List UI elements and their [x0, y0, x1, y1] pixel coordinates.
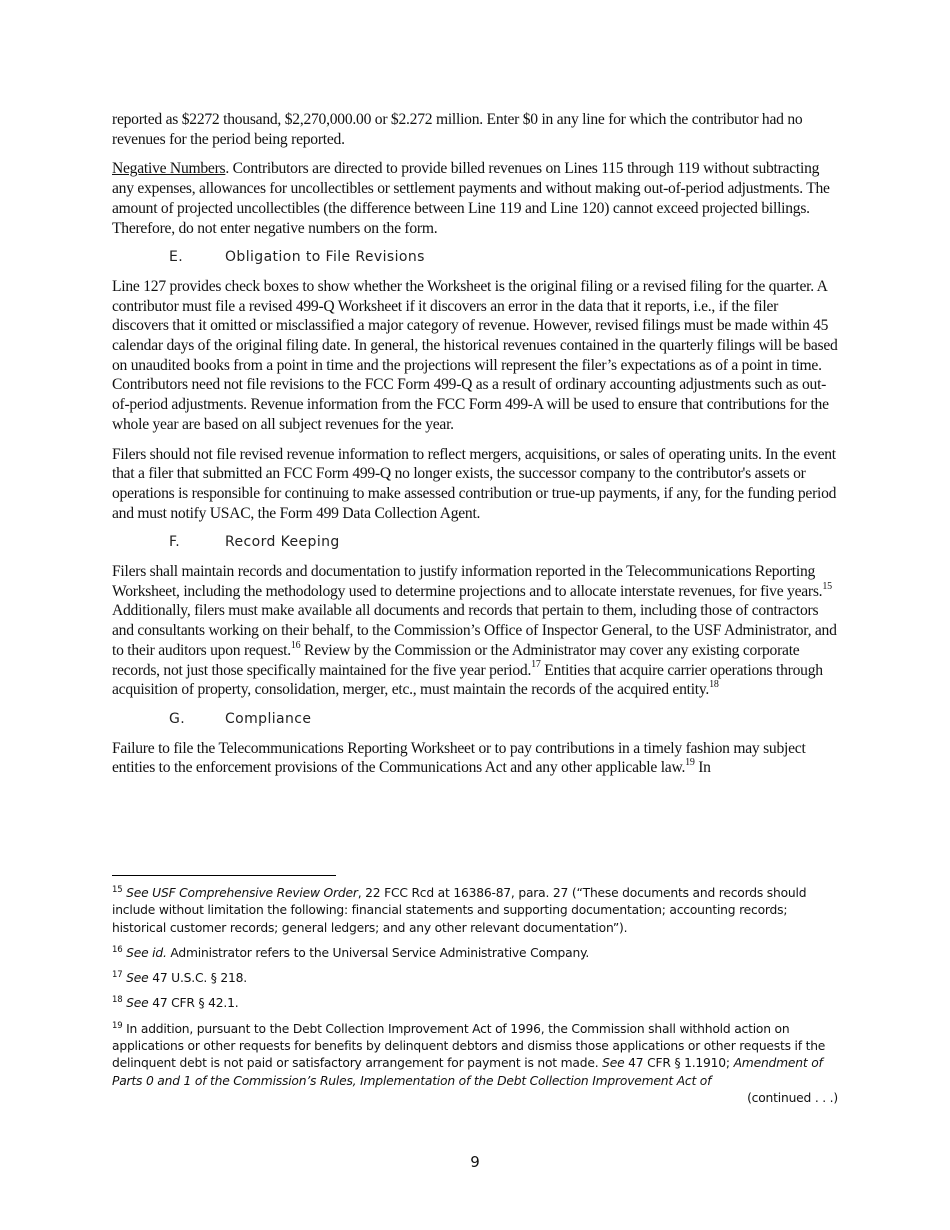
footnote-text: 47 U.S.C. § 218.	[148, 971, 248, 986]
paragraph	[112, 445, 838, 524]
footnote-separator	[112, 875, 336, 876]
section-letter: F.	[169, 534, 181, 551]
body-text	[112, 110, 838, 788]
footnote-text: In addition, pursuant to the Debt Collection Improvement Act of 1996, the Commission shall withhold action on applications or other requests for benefits by delinquent debtors and dismiss those applications or other requests if the delinquent debt is not paid or satisfactory arrangement for payment is not made.	[112, 1021, 826, 1071]
footnote-number: 16	[112, 944, 123, 955]
footnote-number: 17	[112, 970, 123, 981]
citation-italic: Amendment of Parts 0 and 1 of the Commission’s Rules, Implementation of the Debt Collection Improvement Act of	[112, 1056, 823, 1088]
footnote-ref-16[interactable]: 16	[290, 639, 301, 651]
paragraph	[112, 277, 838, 435]
footnotes	[112, 875, 838, 1107]
page-number: 9	[470, 1153, 480, 1171]
section-title: Record Keeping	[225, 534, 340, 551]
paragraph-text: In	[694, 759, 711, 777]
footnote-text: Administrator refers to the Universal Service Administrative Company.	[166, 945, 590, 960]
footnote-ref-19[interactable]: 19	[685, 757, 695, 769]
citation-italic: See	[126, 971, 149, 986]
footnote-19	[112, 1021, 838, 1090]
footnote-ref-17[interactable]: 17	[531, 659, 541, 671]
section-letter: E.	[169, 249, 184, 266]
paragraph-text: reported as $2272 thousand, $2,270,000.00 or $2.272 million. Enter $0 in any line for which the contributor had no revenues for the period being reported.	[112, 111, 803, 148]
paragraph-text: Review by the Commission or the Administrator may cover any existing corporate records, not just those specifically maintained for the five year period.	[112, 641, 800, 679]
footnote-ref-15[interactable]: 15	[822, 580, 832, 592]
run-in-heading: Negative Numbers	[112, 160, 226, 178]
footnote-text: , 22 FCC Rcd at 16386-87, para. 27 (“These documents and records should include without limitation the following: financial statements and supporting documentation; accounting records; historical customer records; general ledgers; and any other relevant documentation”).	[112, 886, 807, 935]
section-heading-g	[169, 710, 838, 730]
paragraph-text: Filers should not file revised revenue information to reflect mergers, acquisitions, or sales of operating units. In the event that a filer that submitted an FCC Form 499-Q no longer exists, the successor company to the contributor's assets or operations is responsible for continuing to make assessed contribution or true-up payments, if any, for the funding period and must notify USAC, the Form 499 Data Collection Agent.	[112, 445, 837, 522]
footnote-17	[112, 970, 838, 987]
footnote-number: 19	[112, 1020, 123, 1031]
paragraph-text: Line 127 provides check boxes to show whether the Worksheet is the original filing or a revised filing for the quarter. A contributor must file a revised 499-Q Worksheet if it discovers an error in the data that it reports, i.e., if the filer discovers that it omitted or misclassified a major category of revenue. However, revised filings must be made within 45 calendar days of the original filing date. In general, the historical revenues contained in the quarterly filings will be based on unaudited books from a point in time and the projections will represent the filer’s expectations as of a point in time. Contributors need not file revisions to the FCC Form 499-Q as a result of ordinary accounting adjustments such as out-of-period adjustments. Revenue information from the FCC Form 499-A will be used to ensure that contributions for the whole year are based on all subject revenues for the year.	[112, 277, 838, 433]
footnote-15	[112, 885, 838, 937]
footnote-number: 15	[112, 884, 123, 895]
paragraph-text: Filers shall maintain records and documentation to justify information reported in the Telecommunications Reporting Worksheet, including the methodology used to determine projections and to allocate interstate revenues, for five years.	[112, 563, 823, 600]
citation-italic: See	[602, 1056, 625, 1071]
section-title: Obligation to File Revisions	[225, 249, 425, 266]
continued-marker: (continued . . .)	[747, 1090, 838, 1105]
paragraph-text: Failure to file the Telecommunications Reporting Worksheet or to pay contributions in a timely fashion may subject entities to the enforcement provisions of the Communications Act and any other applicable law.	[112, 739, 806, 777]
section-title: Compliance	[225, 710, 312, 727]
footnote-text: 47 CFR § 42.1.	[148, 996, 239, 1011]
paragraph-record-keeping	[112, 562, 838, 700]
paragraph-text: Additionally, filers must make available all documents and records that pertain to them, including those of contractors and consultants working on their behalf, to the Commission’s Office of Inspector General, to the USF Administrator, and to their auditors upon request.	[112, 602, 837, 659]
citation-italic: See	[126, 996, 149, 1011]
paragraph-text: Entities that acquire carrier operations through acquisition of property, consolidation, merger, etc., must maintain the records of the acquired entity.	[112, 661, 823, 699]
paragraph-compliance	[112, 739, 838, 778]
section-heading-f	[169, 533, 838, 553]
section-heading-e	[169, 248, 838, 268]
footnote-18	[112, 995, 838, 1012]
paragraph-negative-numbers	[112, 159, 838, 238]
citation-italic: See USF Comprehensive Review Order	[126, 886, 358, 900]
footnote-ref-18[interactable]: 18	[709, 679, 719, 691]
citation-italic: See id.	[126, 945, 167, 960]
paragraph	[112, 110, 838, 149]
footnote-number: 18	[112, 995, 123, 1006]
footnote-16	[112, 945, 838, 962]
footnote-text: 47 CFR § 1.1910;	[624, 1056, 734, 1071]
section-letter: G.	[169, 710, 186, 727]
paragraph-text: . Contributors are directed to provide billed revenues on Lines 115 through 119 without subtracting any expenses, allowances for uncollectibles or settlement payments and without making out-of-period adjustments. The amount of projected uncollectibles (the difference between Line 119 and Line 120) cannot exceed projected billings. Therefore, do not enter negative numbers on the form.	[112, 160, 830, 237]
